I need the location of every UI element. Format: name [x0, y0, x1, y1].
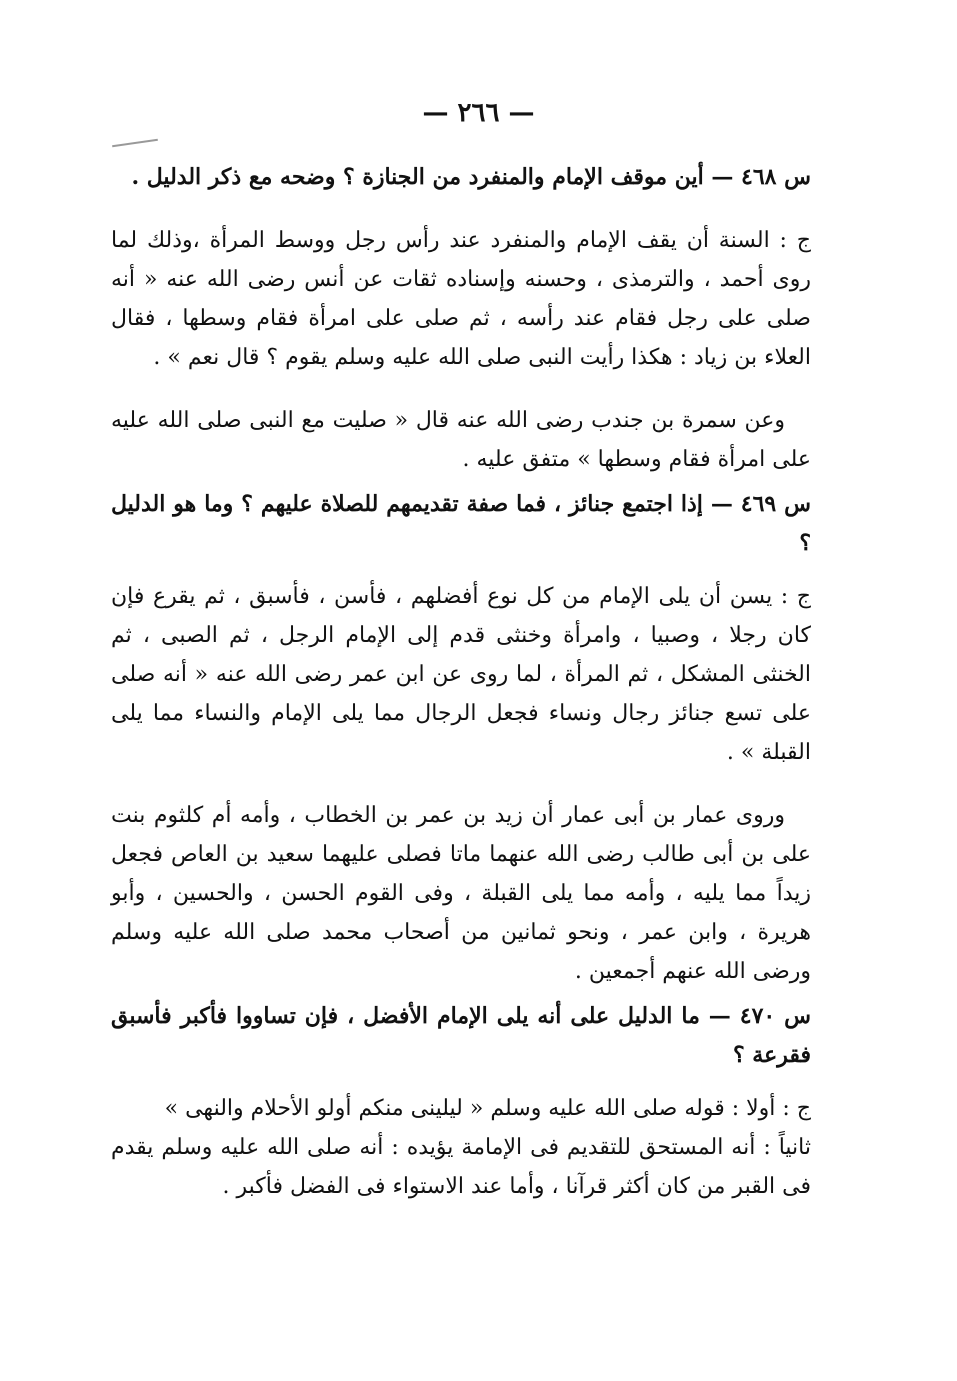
- page-body: [111, 158, 811, 1206]
- question-468: س ٤٦٨ — أين موقف الإمام والمنفرد من الجنازة ؟ وضحه مع ذكر الدليل .: [131, 164, 811, 190]
- paragraph-ammar-narration: وروى عمار بن أبى عمار أن زيد بن عمر بن الخطاب ، وأمه أم كلثوم بنت على بن أبى طالب رضى الله عنهما ماتا فصلى عليهما سعيد بن العاص فجعل زيداً مما يليه ، وأمه مما يلى القبلة ، وفى القوم الحسن ، والحسين ، وأبو هريرة ، وابن عمر ، ونحو ثمانين من أصحاب محمد صلى الله عليه وسلم ورضى الله عنهم أجمعين .: [111, 803, 811, 984]
- answer-470-second: ثانياً : أنه المستحق للتقديم فى الإمامة يؤيده : أنه صلى الله عليه وسلم يقدم فى القبر من كان أكثر قرآنا ، وأما عند الاستواء فى الفضل فأكبر .: [111, 1135, 811, 1199]
- page-number: — ٢٦٦ —: [422, 98, 535, 128]
- scan-artifact: [112, 139, 158, 147]
- answer-469: ج : يسن أن يلى الإمام من كل نوع أفضلهم ، فأسن ، فأسبق ، ثم يقرع فإن كان رجلا ، وصبيا ، وامرأة وخنثى قدم إلى الإمام الرجل ، ثم الصبى ، ثم الخنثى المشكل ، ثم المرأة ، لما روى عن ابن عمر رضى الله عنه « أنه صلى على تسع جنائز رجال ونساء فجعل الرجال مما يلى الإمام والنساء مما يلى القبلة » .: [111, 584, 811, 765]
- paragraph-samura-hadith: وعن سمرة بن جندب رضى الله عنه قال « صليت مع النبى صلى الله عليه على امرأة فقام وسطها » متفق عليه .: [111, 408, 811, 472]
- question-470: س ٤٧٠ — ما الدليل على أنه يلى الإمام الأفضل ، فإن تساووا فأكبر فأسبق فقرعة ؟: [111, 1003, 812, 1068]
- question-469: س ٤٦٩ — إذا اجتمع جنائز ، فما صفة تقديمهم للصلاة عليهم ؟ وما هو الدليل ؟: [111, 491, 812, 556]
- answer-470-first: ج : أولا : قوله صلى الله عليه وسلم « ليلينى منكم أولو الأحلام والنهى »: [164, 1096, 811, 1121]
- answer-468: ج : السنة أن يقف الإمام والمنفرد عند رأس رجل ووسط المرأة ،وذلك لما روى أحمد ، والترمذى ، وحسنه وإسناده ثقات عن أنس رضى الله عنه « أنه صلى على رجل فقام عند رأسه ، ثم صلى على امرأة فقام وسطها ، فقال العلاء بن زياد : هكذا رأيت النبى صلى الله عليه وسلم يقوم ؟ قال نعم » .: [111, 228, 811, 370]
